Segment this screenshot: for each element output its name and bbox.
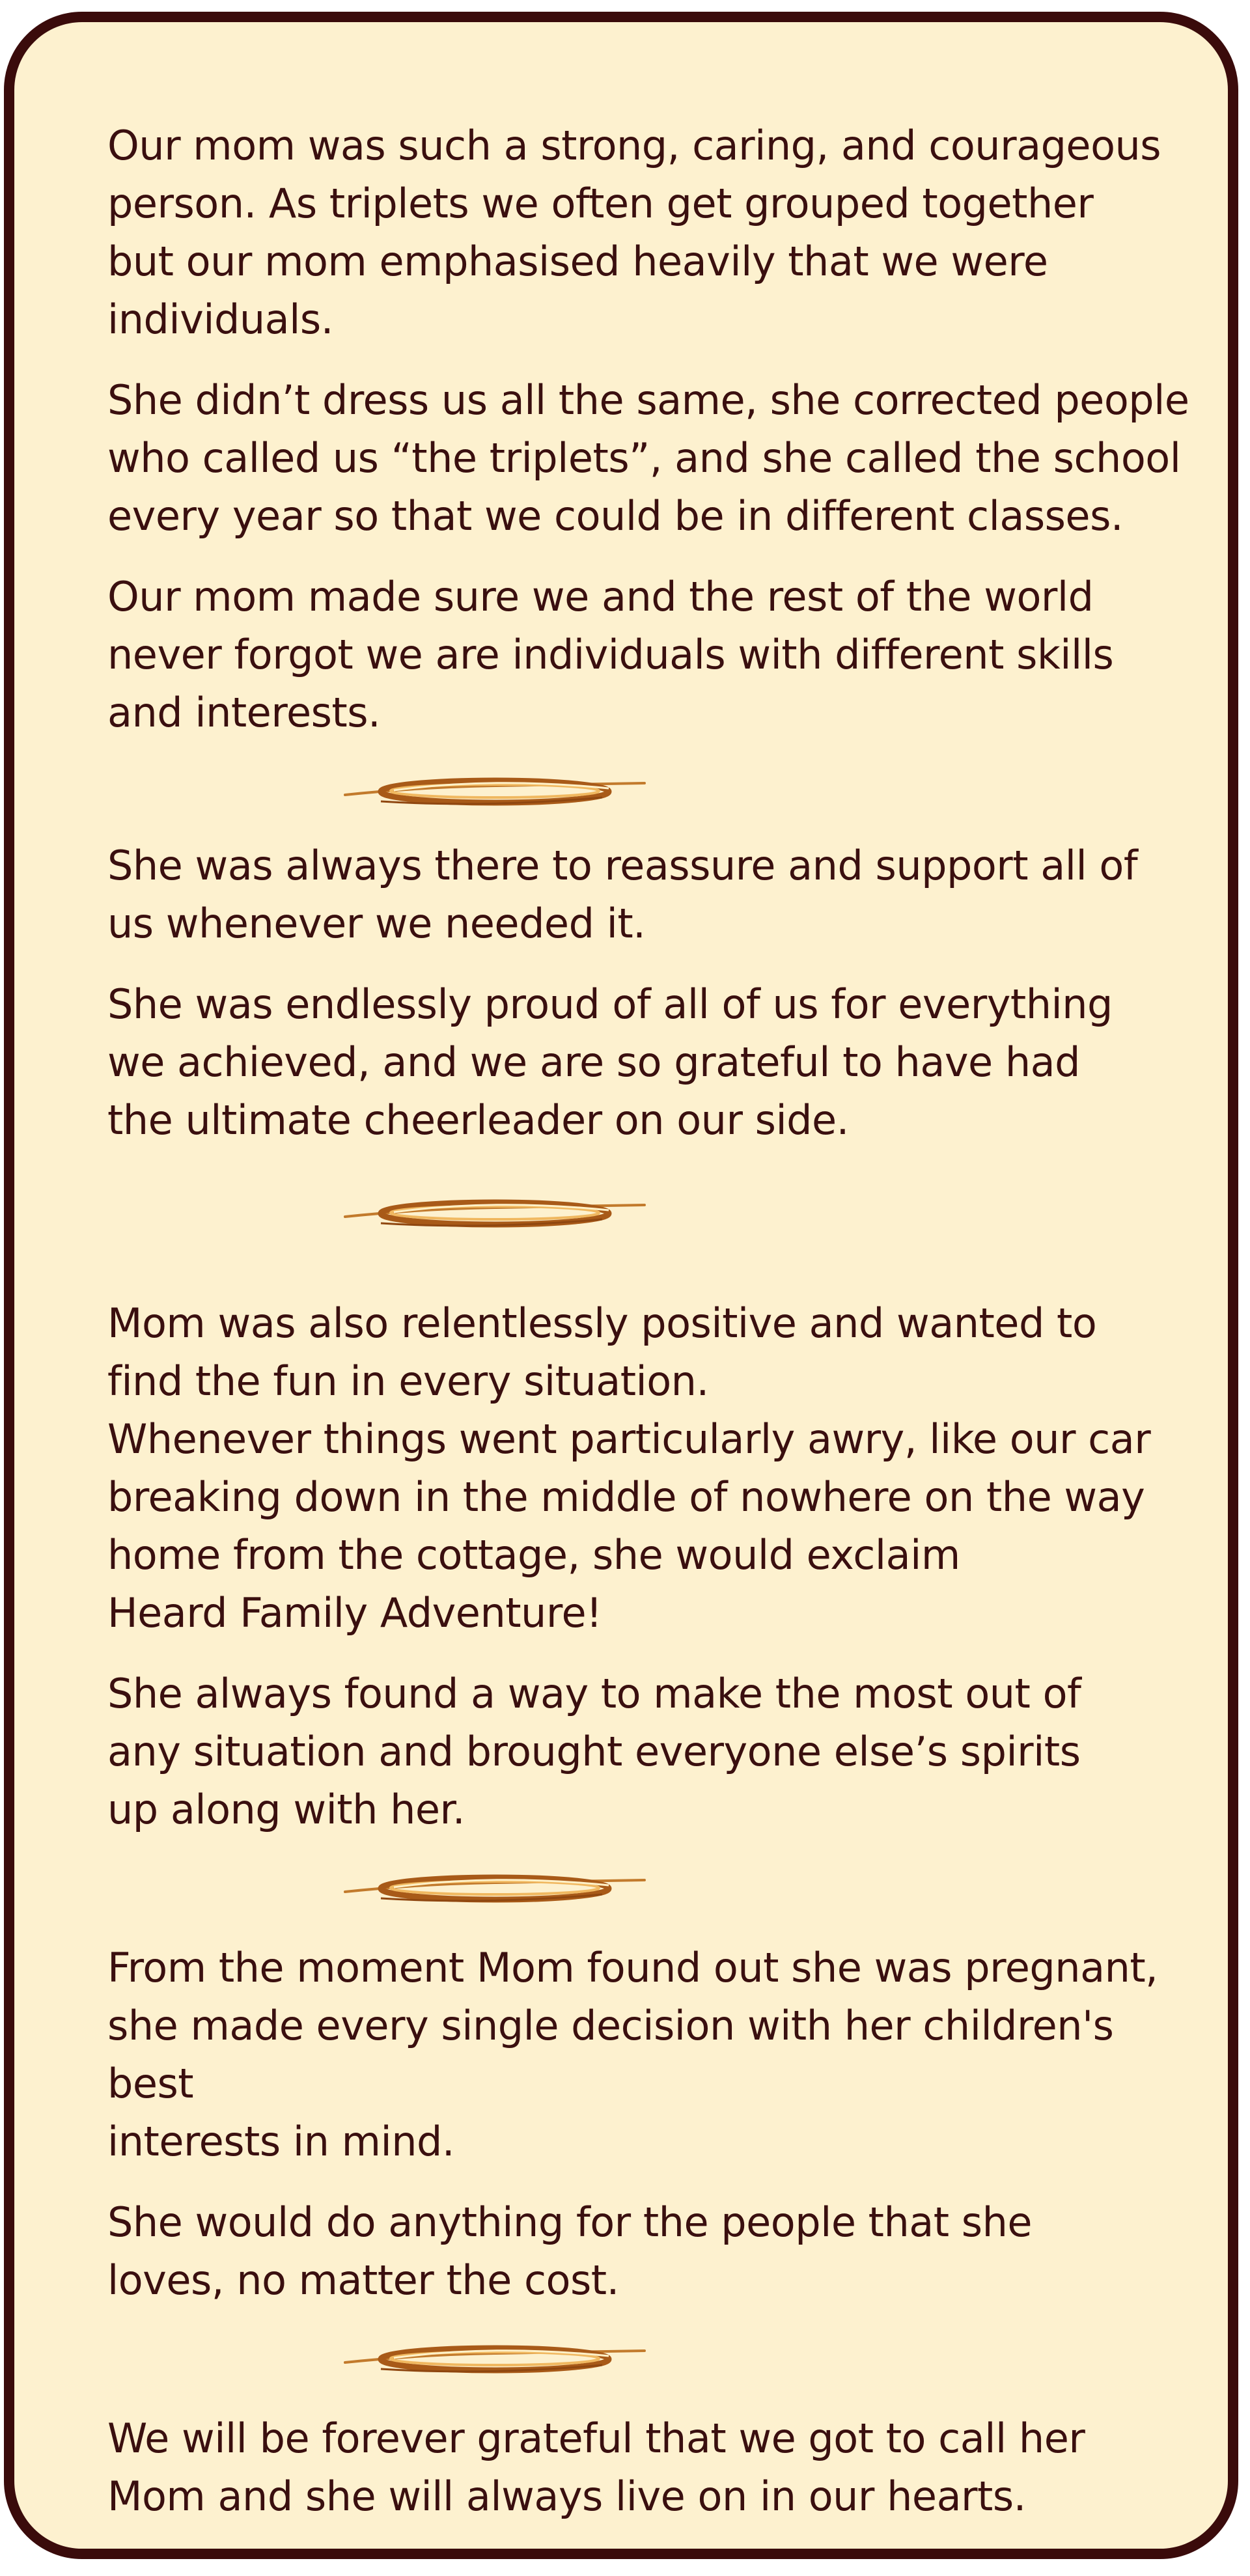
paragraph-3-1: Mom was also relentlessly positive and wanted to find the fun in every situation. Whenever things went particularly awry, like our car breaking down in the middle of nowhere on the way home from the cottage, she would exclaim Heard Family Adventure! [107,1299,1151,1637]
paragraph-2-2: She was endlessly proud of all of us for everything we achieved, and we are so grateful to have had the ultimate cheerleader on our side. [107,980,1113,1144]
gold-swash-ornament-icon [342,1195,648,1232]
paragraph-3-2: She always found a way to make the most out of any situation and brought everyone else’s spirits up along with her. [107,1670,1081,1833]
gold-swash-ornament-icon [342,2340,648,2378]
gold-swash-ornament-icon [342,1870,648,1907]
paragraph-2-1: She was always there to reassure and support all of us whenever we needed it. [107,842,1138,947]
memorial-card [4,12,1238,2559]
paragraph-4-1: From the moment Mom found out she was pregnant, she made every single decision with her children's best interests in mind. [107,1944,1158,2165]
paragraph-1-1: Our mom was such a strong, caring, and courageous person. As triplets we often get grouped together but our mom emphasised heavily that we were individuals. [107,122,1161,343]
paragraph-4-2: She would do anything for the people that she loves, no matter the cost. [107,2198,1033,2304]
paragraph-1-3: Our mom made sure we and the rest of the world never forgot we are individuals with different skills and interests. [107,573,1114,736]
gold-swash-ornament-icon [342,773,648,810]
paragraph-1-2: She didn’t dress us all the same, she corrected people who called us “the triplets”, and she called the school every year so that we could be in different classes. [107,376,1189,540]
paragraph-5-1: We will be forever grateful that we got to call her Mom and she will always live on in our hearts. [107,2415,1085,2520]
card-content [107,117,1201,2525]
